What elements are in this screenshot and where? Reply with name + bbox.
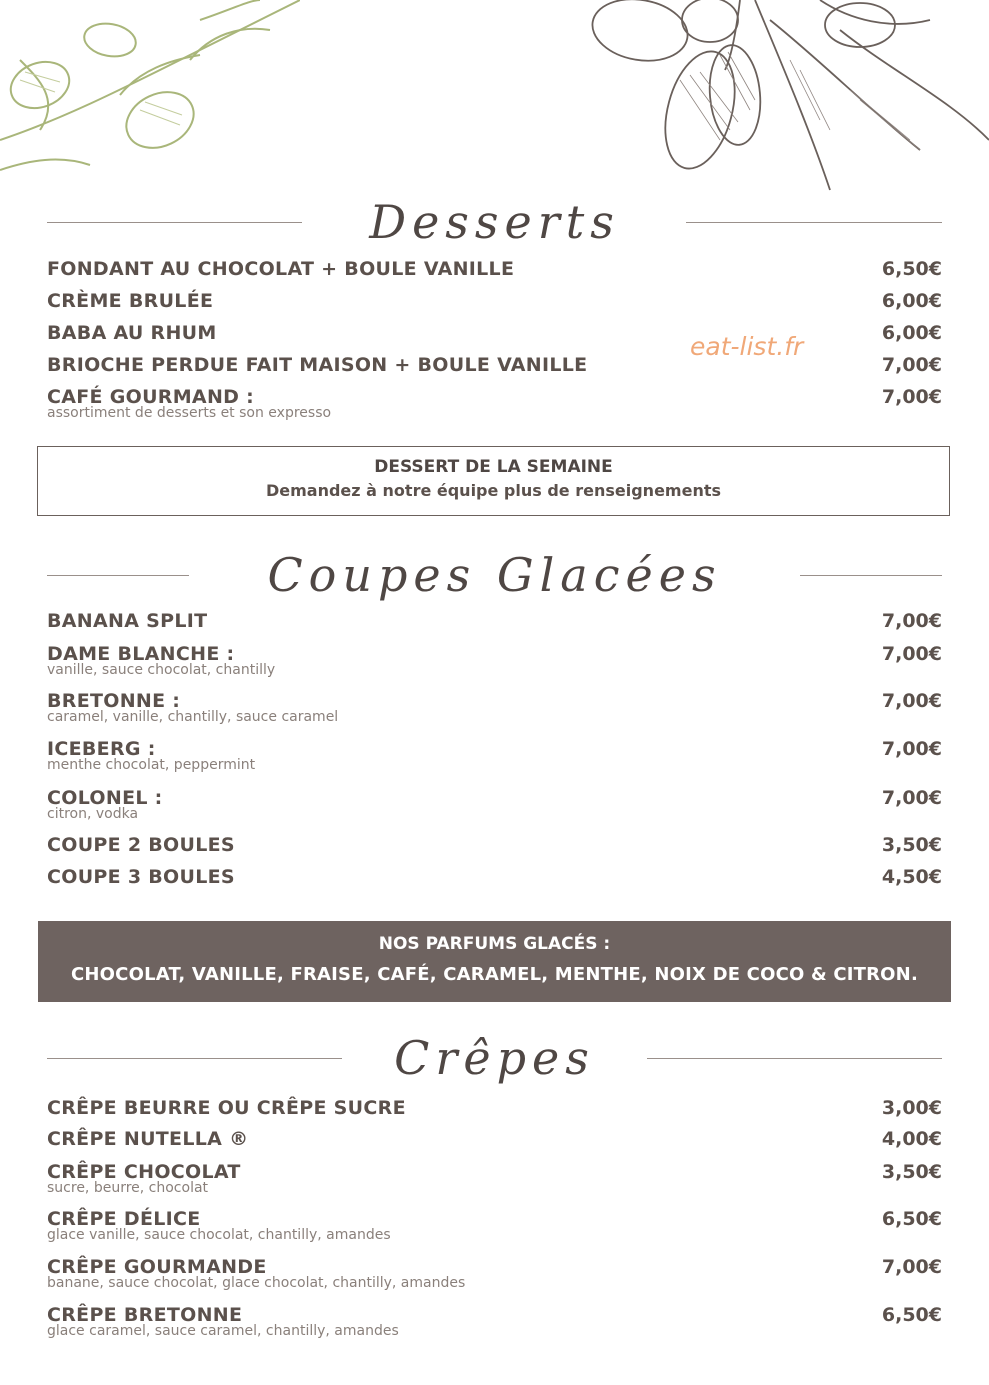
item-name: BRIOCHE PERDUE FAIT MAISON + BOULE VANILLE — [47, 354, 588, 376]
item-price: 3,50€ — [881, 1161, 942, 1183]
item-price: 6,00€ — [881, 290, 942, 312]
item-price: 6,50€ — [881, 1304, 942, 1326]
item-price: 4,50€ — [881, 866, 942, 888]
menu-item — [47, 385, 942, 421]
item-name: CRÊPE BEURRE OU CRÊPE SUCRE — [47, 1097, 406, 1119]
menu-item — [47, 689, 942, 725]
item-name: BABA AU RHUM — [47, 322, 217, 344]
item-description: glace vanille, sauce chocolat, chantilly, amandes — [47, 1227, 391, 1243]
flavours-title: NOS PARFUMS GLACÉS : — [378, 934, 611, 954]
item-price: 6,00€ — [881, 322, 942, 344]
item-price: 6,50€ — [881, 1208, 942, 1230]
item-description: vanille, sauce chocolat, chantilly — [47, 662, 276, 678]
item-name: CRÊPE NUTELLA ® — [47, 1128, 249, 1150]
item-price: 7,00€ — [881, 690, 942, 712]
menu-item — [47, 833, 942, 857]
item-description: banane, sauce chocolat, glace chocolat, chantilly, amandes — [47, 1275, 466, 1291]
crepes-title: Crêpes — [394, 1031, 595, 1085]
item-description: citron, vodka — [47, 806, 139, 822]
menu-item — [47, 321, 942, 345]
desserts-title: Desserts — [369, 195, 620, 249]
item-price: 6,50€ — [881, 258, 942, 280]
item-price: 7,00€ — [881, 787, 942, 809]
desserts-heading — [0, 192, 989, 252]
menu-item — [47, 786, 942, 822]
item-name: CRÊPE BRETONNE — [47, 1304, 243, 1326]
coupes-title: Coupes Glacées — [267, 548, 722, 602]
menu-item — [47, 353, 942, 377]
menu-item — [47, 1160, 942, 1196]
item-name: DAME BLANCHE : — [47, 643, 235, 665]
dessert-of-the-week-box — [37, 446, 950, 516]
item-price: 3,00€ — [881, 1097, 942, 1119]
dessert-week-title: DESSERT DE LA SEMAINE — [374, 457, 613, 477]
dessert-week-text: Demandez à notre équipe plus de renseignements — [265, 481, 721, 500]
menu-item — [47, 1127, 942, 1151]
item-name: CRÊPE GOURMANDE — [47, 1256, 267, 1278]
item-name: CRÊPE CHOCOLAT — [47, 1161, 241, 1183]
item-price: 7,00€ — [881, 1256, 942, 1278]
flavours-banner — [38, 921, 951, 1002]
item-name: BANANA SPLIT — [47, 610, 208, 632]
item-name: COLONEL : — [47, 787, 163, 809]
olive-branch-green-illustration — [0, 0, 300, 180]
item-name: CAFÉ GOURMAND : — [47, 386, 255, 408]
menu-item — [47, 1096, 942, 1120]
watermark: eat-list.fr — [690, 332, 804, 361]
item-description: sucre, beurre, chocolat — [47, 1180, 209, 1196]
menu-item — [47, 1207, 942, 1243]
menu-item — [47, 289, 942, 313]
item-price: 7,00€ — [881, 738, 942, 760]
item-name: BRETONNE : — [47, 690, 181, 712]
item-price: 7,00€ — [881, 386, 942, 408]
item-price: 4,00€ — [881, 1128, 942, 1150]
menu-item — [47, 642, 942, 678]
divider — [647, 1058, 942, 1059]
flavours-list: CHOCOLAT, VANILLE, FRAISE, CAFÉ, CARAMEL, MENTHE, NOIX DE COCO & CITRON. — [71, 964, 918, 985]
item-name: ICEBERG : — [47, 738, 156, 760]
menu-item — [47, 737, 942, 773]
menu-item — [47, 257, 942, 281]
item-name: CRÊPE DÉLICE — [47, 1208, 201, 1230]
menu-item — [47, 1303, 942, 1339]
crepes-heading — [0, 1028, 989, 1088]
item-name: COUPE 2 BOULES — [47, 834, 235, 856]
item-name: FONDANT AU CHOCOLAT + BOULE VANILLE — [47, 258, 515, 280]
item-description: menthe chocolat, peppermint — [47, 757, 256, 773]
item-description: caramel, vanille, chantilly, sauce caramel — [47, 709, 339, 725]
olive-branch-sketch-illustration — [590, 0, 989, 200]
item-description: glace caramel, sauce caramel, chantilly, amandes — [47, 1323, 399, 1339]
divider — [800, 575, 942, 576]
item-name: COUPE 3 BOULES — [47, 866, 235, 888]
item-price: 7,00€ — [881, 643, 942, 665]
item-price: 7,00€ — [881, 354, 942, 376]
menu-item — [47, 609, 942, 633]
item-description: assortiment de desserts et son expresso — [47, 405, 332, 421]
divider — [686, 222, 942, 223]
coupes-heading — [0, 545, 989, 605]
menu-item — [47, 865, 942, 889]
item-price: 7,00€ — [881, 610, 942, 632]
item-price: 3,50€ — [881, 834, 942, 856]
menu-item — [47, 1255, 942, 1291]
item-name: CRÈME BRULÉE — [47, 290, 214, 312]
